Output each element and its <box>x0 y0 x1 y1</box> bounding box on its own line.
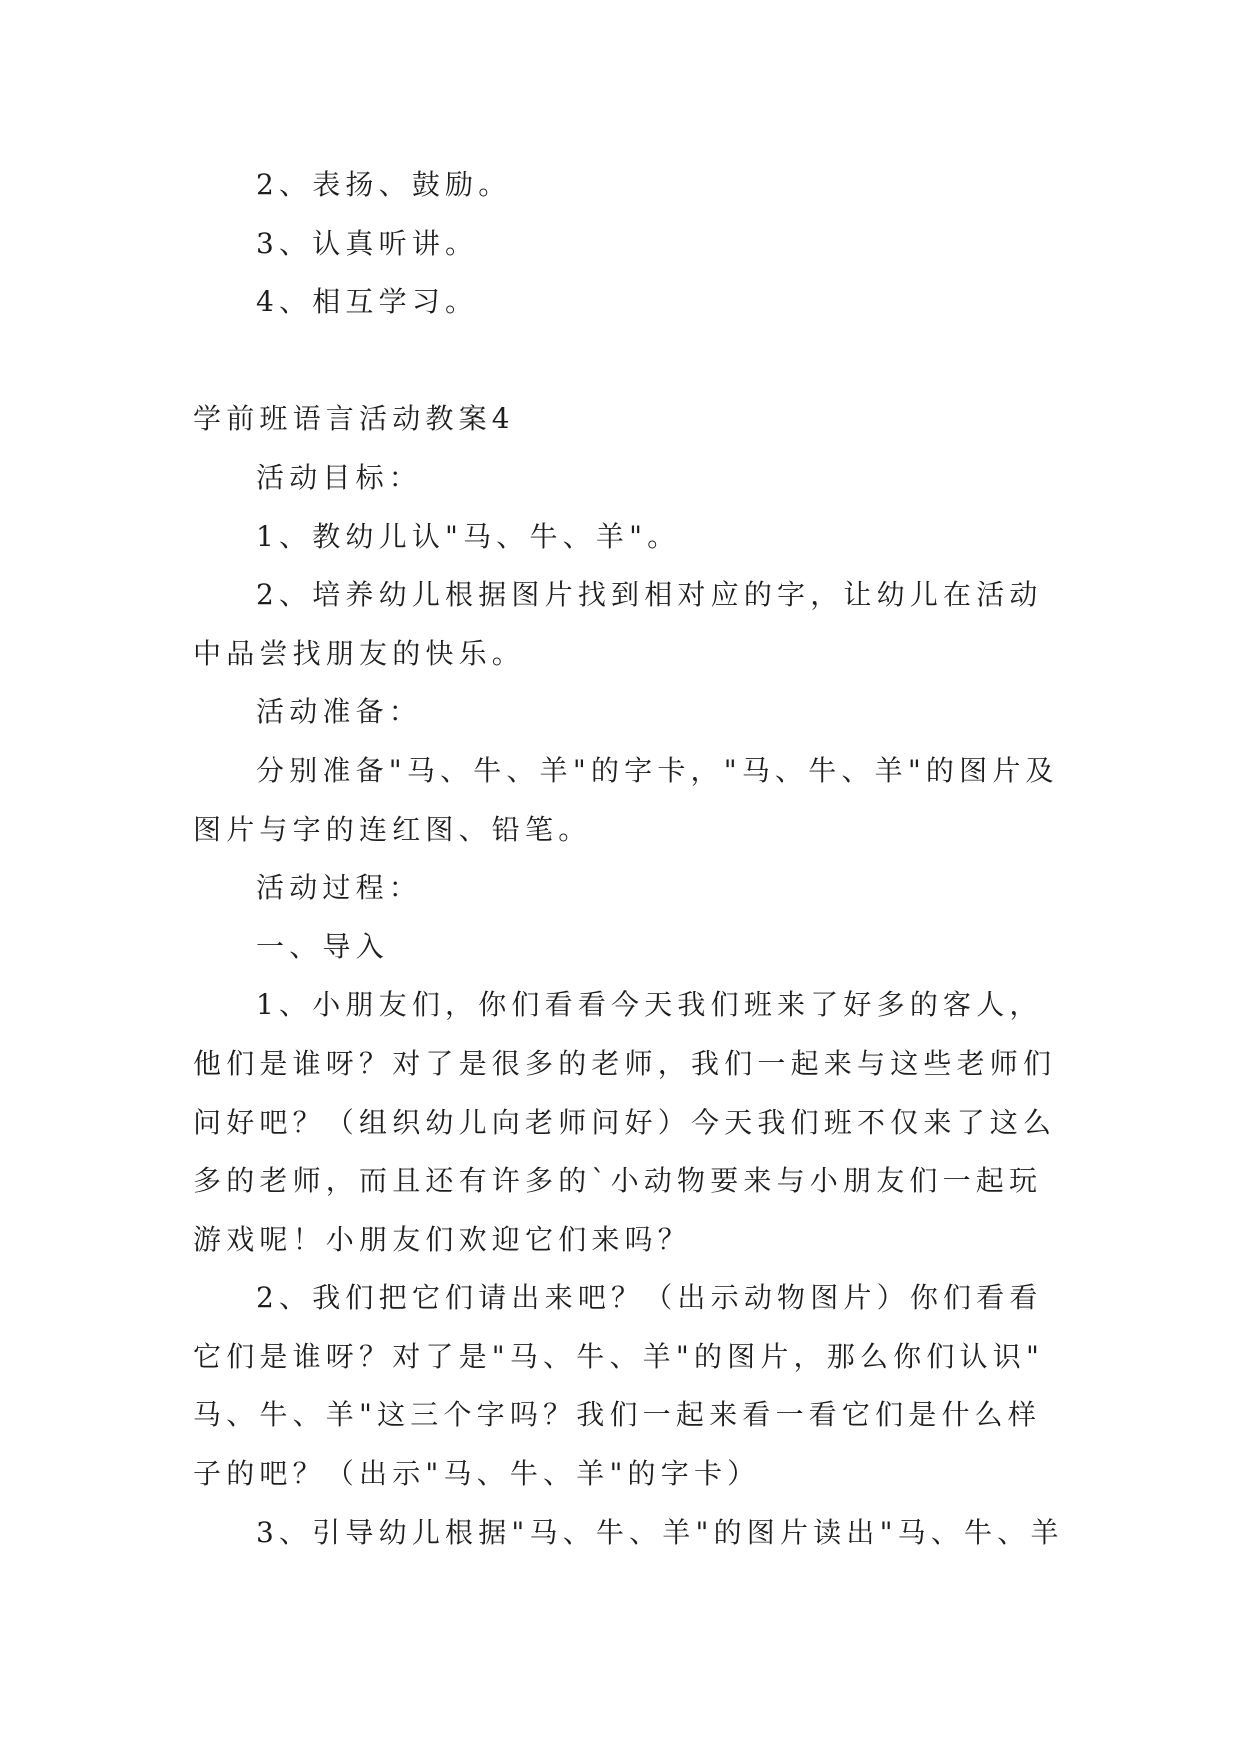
paragraph-line: 中品尝找朋友的快乐。 <box>193 636 526 670</box>
paragraph-line: 2、我们把它们请出来吧？（出示动物图片）你们看看 <box>256 1281 1043 1315</box>
paragraph <box>193 976 1203 1269</box>
paragraph <box>193 508 1203 567</box>
paragraph-line: 3、引导幼儿根据"马、牛、羊"的图片读出"马、牛、羊 <box>256 1515 1064 1549</box>
paragraph-line: 1、小朋友们，你们看看今天我们班来了好多的客人， <box>256 988 1043 1022</box>
paragraph <box>193 1269 1203 1503</box>
prep-heading: 活动准备： <box>256 695 423 729</box>
document-body <box>193 156 1203 1562</box>
paragraph <box>193 566 1203 683</box>
paragraph-line: 子的吧？（出示"马、牛、羊"的字卡） <box>193 1457 761 1491</box>
paragraph-line: 问好吧？（组织幼儿向老师问好）今天我们班不仅来了这么 <box>193 1105 1057 1139</box>
paragraph-line: 1、教幼儿认"马、牛、羊"。 <box>256 519 681 553</box>
paragraph-line: 它们是谁呀？对了是"马、牛、羊"的图片，那么你们认识" <box>193 1339 1045 1373</box>
paragraph-line: 分别准备"马、牛、羊"的字卡，"马、牛、羊"的图片及 <box>256 753 1059 787</box>
goals-heading: 活动目标： <box>256 460 423 494</box>
list-item: 4、相互学习。 <box>256 285 479 319</box>
list-item: 2、表扬、鼓励。 <box>256 168 512 201</box>
step-heading: 一、导入 <box>256 929 389 963</box>
list-item: 3、认真听讲。 <box>256 226 479 260</box>
blank-line <box>193 332 1203 391</box>
paragraph-line: 图片与字的连红图、铅笔。 <box>193 812 592 846</box>
paragraph-line: 多的老师，而且还有许多的`小动物要来与小朋友们一起玩 <box>193 1164 1043 1198</box>
paragraph <box>193 742 1203 859</box>
paragraph-line: 游戏呢！小朋友们欢迎它们来吗？ <box>193 1222 692 1256</box>
paragraph <box>193 1504 1203 1563</box>
process-heading: 活动过程： <box>256 871 423 905</box>
paragraph-line: 2、培养幼儿根据图片找到相对应的字，让幼儿在活动 <box>256 578 1043 612</box>
section-title: 学前班语言活动教案4 <box>193 402 515 436</box>
paragraph-line: 马、牛、羊"这三个字吗？我们一起来看一看它们是什么样 <box>193 1398 1042 1432</box>
paragraph-line: 他们是谁呀？对了是很多的老师，我们一起来与这些老师们 <box>193 1046 1057 1080</box>
